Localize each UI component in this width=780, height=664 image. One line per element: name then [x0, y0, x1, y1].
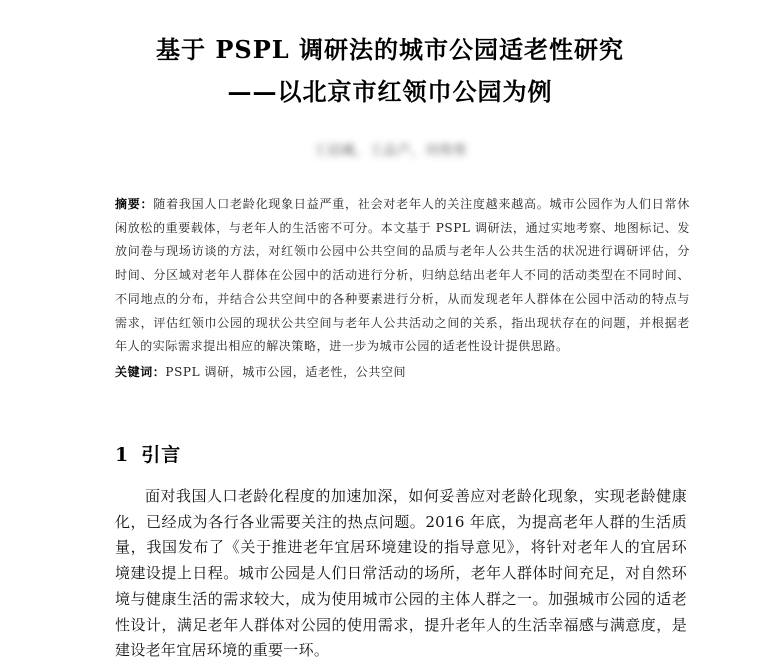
section-heading: [115, 440, 181, 467]
abstract-text: 随着我国人口老龄化现象日益严重，社会对老年人的关注度越来越高。城市公园作为人们日常休闲放松的重要载体，与老年人的生活密不可分。本文基于 PSPL 调研法，通过实地考察、地图标记、发放问卷与现场访谈的方法，对红领巾公园中公共空间的品质与老年人公共生活的状况进行调研评估，分时间、分区域对老年人群体在公园中的活动进行分析，归纳总结出老年人不同的活动类型在不同时间、不同地点的分布，并结合公共空间中的各种要素进行分析，从而发现老年人群体在公园中活动的特点与需求，评估红领巾公园的现状公共空间与老年人公共活动之间的关系，指出现状存在的问题，并根据老年人的实际需求提出相应的解决策略，进一步为城市公园的适老性设计提供思路。: [115, 197, 690, 354]
body-paragraph: 面对我国人口老龄化程度的加速加深，如何妥善应对老龄化现象，实现老龄健康化，已经成为各行各业需要关注的热点问题。2016 年底，为提高老年人群的生活质量，我国发布了《关于推进老年宜居环境建设的指导意见》，将针对老年人的宜居环境建设提上日程。城市公园是人们日常活动的场所，老年人群体时间充足，对自然环境与健康生活的需求较大，成为使用城市公园的主体人群之一。加强城市公园的适老性设计，满足老年人群体对公园的使用需求，提升老年人的生活幸福感与满意度，是建设老年宜居环境的重要一环。: [115, 487, 687, 660]
section-title: 引言: [141, 444, 182, 466]
keywords-block: [115, 362, 690, 382]
abstract-block: [115, 193, 690, 359]
section-number: 1: [115, 444, 130, 466]
author-list: 王晨曦，王晶芦，周维维: [313, 143, 467, 159]
keywords-label: 关键词：: [115, 365, 166, 379]
abstract-label: 摘要：: [115, 197, 154, 211]
paper-subtitle: ——以北京市红领巾公园为例: [227, 77, 553, 106]
keywords-text: PSPL 调研，城市公园，适老性，公共空间: [165, 365, 407, 379]
paper-title: 基于 PSPL 调研法的城市公园适老性研究: [155, 35, 624, 64]
